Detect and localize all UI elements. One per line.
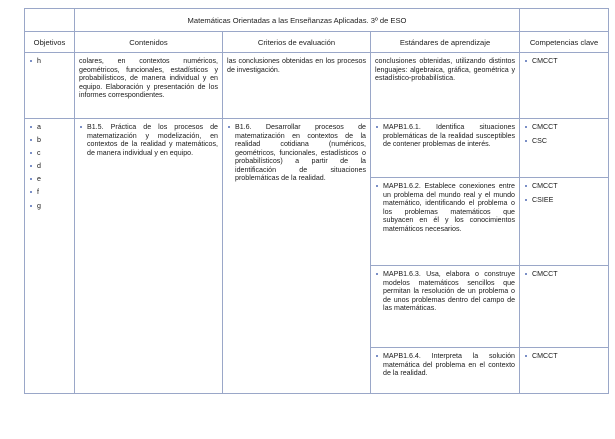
competencias-cell [520, 119, 609, 178]
competencias-cell [520, 348, 609, 394]
header-criterios: Criterios de evaluación [223, 32, 371, 53]
estandares-text: conclusiones obtenidas, utilizando distintos lenguajes: algebraica, gráfica, geométrica y estadístico-probabilística. [375, 57, 516, 82]
competencia-item: CSIEE [524, 196, 604, 205]
table-title: Matemáticas Orientadas a las Enseñanzas Aplicadas. 3º de ESO [75, 9, 520, 32]
estandar-text: MAPB1.6.1. Identifica situaciones problemáticas de la realidad susceptibles de contener problemas de interés. [375, 123, 515, 149]
objetivo-item: c [29, 149, 70, 158]
estandar-text: MAPB1.6.4. Interpreta la solución matemática del problema en el contexto de la realidad. [375, 352, 515, 378]
objetivo-item: f [29, 188, 70, 197]
competencias-cell [520, 266, 609, 348]
column-header-row [25, 32, 609, 53]
objetivo-item: h [29, 57, 70, 66]
competencia-item: CMCCT [524, 352, 604, 361]
curriculum-table [24, 8, 609, 394]
objetivos-cell [25, 119, 75, 394]
objetivo-item: b [29, 136, 70, 145]
competencia-item: CMCCT [524, 182, 604, 191]
estandar-text: MAPB1.6.2. Establece conexiones entre un problema del mundo real y el mundo matemático, identificando el problema o los problemas matemáticos que subyacen en él y los conocimientos matemáticos necesarios. [375, 182, 515, 233]
table-title-row [25, 9, 609, 32]
title-spacer-cell [25, 9, 75, 32]
objetivos-cell [25, 53, 75, 119]
objetivo-item: a [29, 123, 70, 132]
contenidos-text: colares, en contextos numéricos, geométricos, funcionales, estadísticos y probabilísticos, de manera individual y en equipo. Elaboración y presentación de los informes correspondientes. [79, 57, 218, 99]
criterios-text: las conclusiones obtenidas en los procesos de investigación. [227, 57, 366, 74]
table-row [25, 53, 609, 119]
competencia-item: CMCCT [524, 57, 604, 66]
contenidos-cell [75, 53, 223, 119]
contenidos-cell [75, 119, 223, 394]
estandar-cell [371, 348, 520, 394]
estandar-cell [371, 266, 520, 348]
header-competencias: Competencias clave [520, 32, 609, 53]
competencias-cell [520, 178, 609, 266]
objetivo-item: d [29, 162, 70, 171]
estandar-text: MAPB1.6.3. Usa, elabora o construye modelos matemáticos sencillos que permitan la resolución de un problema o de unos problemas dentro del campo de las matemáticas. [375, 270, 515, 313]
objetivo-item: g [29, 202, 70, 211]
estandares-cell [371, 53, 520, 119]
estandar-cell [371, 178, 520, 266]
competencias-cell [520, 53, 609, 119]
contenidos-text: B1.5. Práctica de los procesos de matematización y modelización, en contextos de la realidad y matemáticos, de manera individual y en equipo. [79, 123, 218, 157]
competencia-item: CMCCT [524, 270, 604, 279]
header-objetivos: Objetivos [25, 32, 75, 53]
title-spacer-cell-right [520, 9, 609, 32]
criterios-text: B1.6. Desarrollar procesos de matematización en contextos de la realidad cotidiana (numéricos, geométricos, funcionales, estadísticos o probabilísticos) a partir de la identificación de situaciones problemáticas de la realidad. [227, 123, 366, 183]
header-contenidos: Contenidos [75, 32, 223, 53]
criterios-cell [223, 53, 371, 119]
criterios-cell [223, 119, 371, 394]
objetivo-item: e [29, 175, 70, 184]
estandar-cell [371, 119, 520, 178]
table-row [25, 119, 609, 178]
header-estandares: Estándares de aprendizaje [371, 32, 520, 53]
competencia-item: CSC [524, 137, 604, 146]
competencia-item: CMCCT [524, 123, 604, 132]
